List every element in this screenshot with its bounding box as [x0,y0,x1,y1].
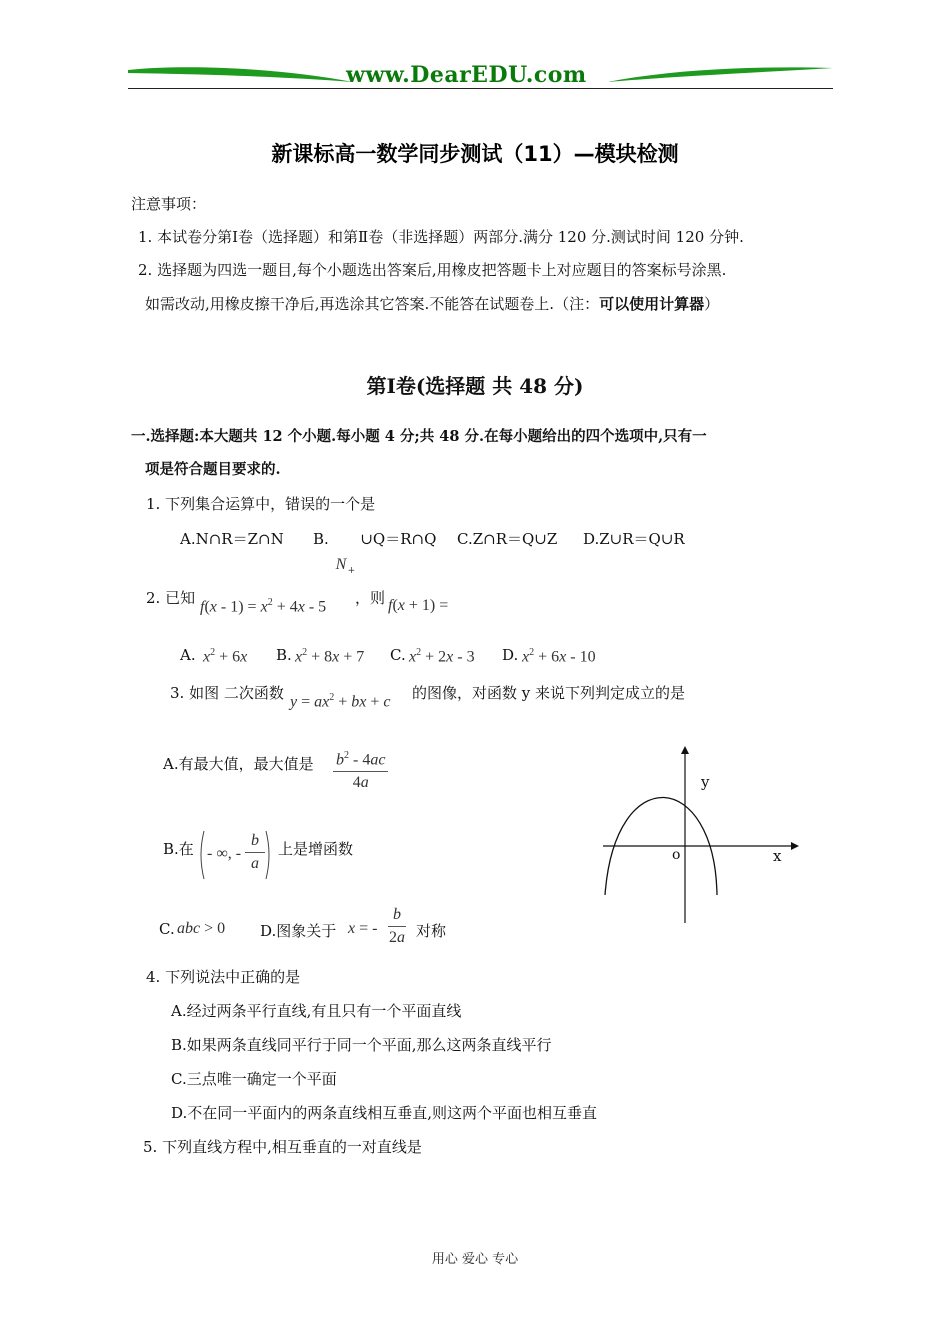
graph-x-arrow [791,842,799,850]
q3-option-c-expr: abc > 0 [177,920,226,937]
q1-nplus-n: N [335,556,347,573]
notice-item-2b-suffix: ） [704,295,720,313]
header-banner [128,60,833,94]
instruction-line-2: 项是符合题目要求的. [145,461,281,478]
q3-option-a-fraction [333,750,388,792]
q4-option-b: B.如果两条直线同平行于同一个平面,那么这两条直线平行 [171,1036,552,1054]
q3-interval-fraction [245,832,265,873]
q3-interval-right-paren [265,830,273,880]
graph-origin-label: o [672,847,681,863]
q3-option-b-prefix: B.在 [163,840,194,858]
header-rule [128,88,833,89]
q3-option-d-denominator: 2a [389,929,405,946]
q4-option-d: D.不在同一平面内的两条直线相互垂直,则这两个平面也相互垂直 [171,1104,598,1122]
q3-function: $y = ax^2$ + bx + c [290,692,391,711]
page-title: 新课标高一数学同步测试（11）—模块检测 [271,142,679,166]
q2-option-c-label: C. [390,646,406,664]
q3-parabola-graph [595,740,800,925]
page-footer: 用心 爱心 专心 [431,1252,519,1267]
q2-stem-mid: ，则 [355,589,386,607]
notice-item-2b [145,293,719,314]
q2-stem-prefix: 2. 已知 [146,589,196,607]
q3-option-d-fraction [388,906,406,947]
q1-option-b-rest: ∪Q＝R∩Q [360,530,437,548]
q1-nplus-sub: + [347,566,356,576]
q3-stem-suffix: 的图像，对函数 y 来说下列判定成立的是 [412,684,686,702]
q2-option-a-expr: $x^2 + 6x$ [203,647,248,666]
q3-option-a-numerator: $b^2 - 4ac$ [333,750,388,772]
q3-option-d-suffix: 对称 [416,922,447,940]
q5-stem: 5. 下列直线方程中,相互垂直的一对直线是 [143,1138,422,1156]
section-title: 第Ⅰ卷(选择题 共 48 分) [366,374,584,398]
q3-option-a-text: A.有最大值，最大值是 [163,755,314,773]
logo-text: www.DearEDU.com [346,62,587,88]
notice-item-2b-prefix: 如需改动,用橡皮擦干净后,再选涂其它答案.不能答在试题卷上.（注： [145,295,600,313]
q2-given: $f(x - 1) = x^2 + 4x - 5$ [200,597,327,616]
q3-stem-prefix: 3. 如图 二次函数 [170,684,284,702]
q2-option-a-label: A. [180,646,196,664]
q3-option-a-denominator: 4a [352,774,369,792]
graph-x-label: x [773,847,782,865]
graph-y-label: y [701,773,710,791]
q1-option-b [313,528,437,576]
notice-item-1: 1. 本试卷分第Ⅰ卷（选择题）和第Ⅱ卷（非选择题）两部分.满分 120 分.测试时间 120 分钟. [138,228,744,246]
q1-option-c: C.Z∩R＝Q∪Z [457,530,558,548]
q3-option-d-expr: x = - [348,920,378,937]
notice-calculator-note: 可以使用计算器 [599,295,705,313]
q1-stem: 1. 下列集合运算中，错误的一个是 [146,495,376,513]
q2-ask: f(x + 1) = [388,597,449,614]
q3-interval-numerator: b [245,832,265,853]
q3-option-d-text: D.图象关于 [260,922,337,940]
q1-option-d: D.Z∪R＝Q∪R [583,530,685,548]
q3-option-c-label: C. [159,920,175,938]
q4-stem: 4. 下列说法中正确的是 [146,968,301,986]
q2-option-b-expr: $x^2 + 8x + 7$ [295,647,365,666]
q3-option-d-numerator: b [388,906,406,927]
q2-option-c-expr: $x^2 + 2x - 3$ [409,647,475,666]
q3-option-b-suffix: 上是增函数 [278,840,354,858]
instruction-line-1: 一.选择题:本大题共 12 个小题.每小题 4 分;共 48 分.在每小题给出的四个选项中,只有一 [131,428,707,445]
q3-interval-denominator: a [251,855,259,872]
q1-option-b-label: B. [313,530,329,548]
q3-interval-left-text: - ∞, - [207,845,242,862]
notice-heading: 注意事项： [131,195,207,213]
q4-option-a: A.经过两条平行直线,有且只有一个平面直线 [171,1002,462,1020]
q2-option-b-label: B. [276,646,292,664]
q4-option-c: C.三点唯一确定一个平面 [171,1070,337,1088]
graph-y-arrow [681,746,689,754]
q2-option-d-expr: $x^2 + 6x - 10$ [522,647,596,666]
notice-item-2: 2. 选择题为四选一题目,每个小题选出答案后,用橡皮把答题卡上对应题目的答案标号涂黑. [138,261,727,279]
q1-option-a: A.N∩R＝Z∩N [180,530,284,548]
q3-interval-left-paren [197,830,205,880]
q2-option-d-label: D. [502,646,519,664]
